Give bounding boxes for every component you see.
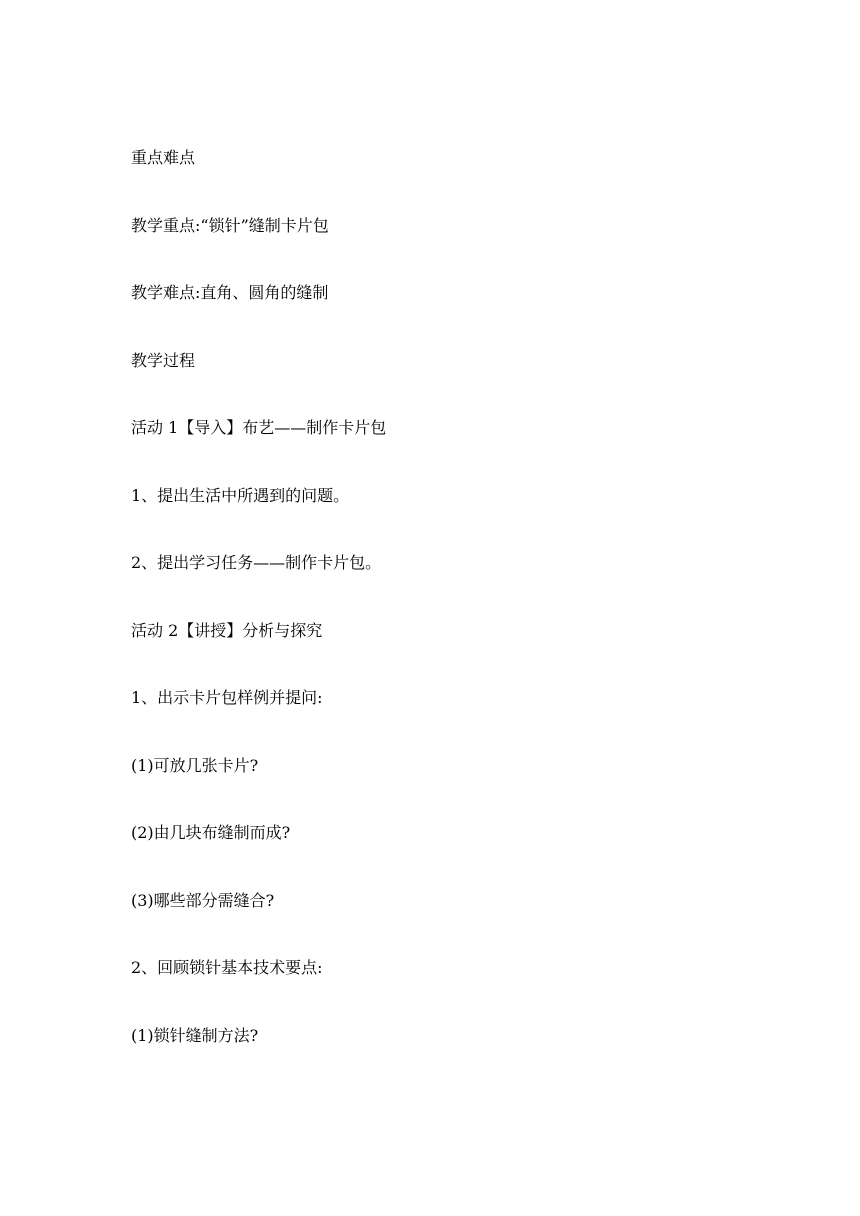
teaching-key-point: 教学重点:“锁针”缝制卡片包 — [131, 215, 329, 235]
question-1: (1)可放几张卡片? — [131, 755, 259, 775]
heading-teaching-process: 教学过程 — [131, 350, 196, 370]
heading-key-difficult-points: 重点难点 — [131, 148, 196, 167]
activity-2-title: 活动 2【讲授】分析与探究 — [131, 620, 323, 640]
activity-1-item-2: 2、提出学习任务——制作卡片包。 — [131, 553, 382, 572]
activity-1-title: 活动 1【导入】布艺——制作卡片包 — [131, 418, 387, 437]
question-3: (3)哪些部分需缝合? — [131, 890, 275, 910]
activity-1-item-1: 1、提出生活中所遇到的问题。 — [131, 485, 350, 505]
review-question-1: (1)锁针缝制方法? — [131, 1025, 259, 1045]
teaching-difficult-point: 教学难点:直角、圆角的缝制 — [131, 283, 329, 302]
document-body — [131, 144, 751, 1089]
activity-2-item-1: 1、出示卡片包样例并提问: — [131, 688, 323, 707]
activity-2-item-2: 2、回顾锁针基本技术要点: — [131, 958, 323, 977]
question-2: (2)由几块布缝制而成? — [131, 823, 291, 842]
